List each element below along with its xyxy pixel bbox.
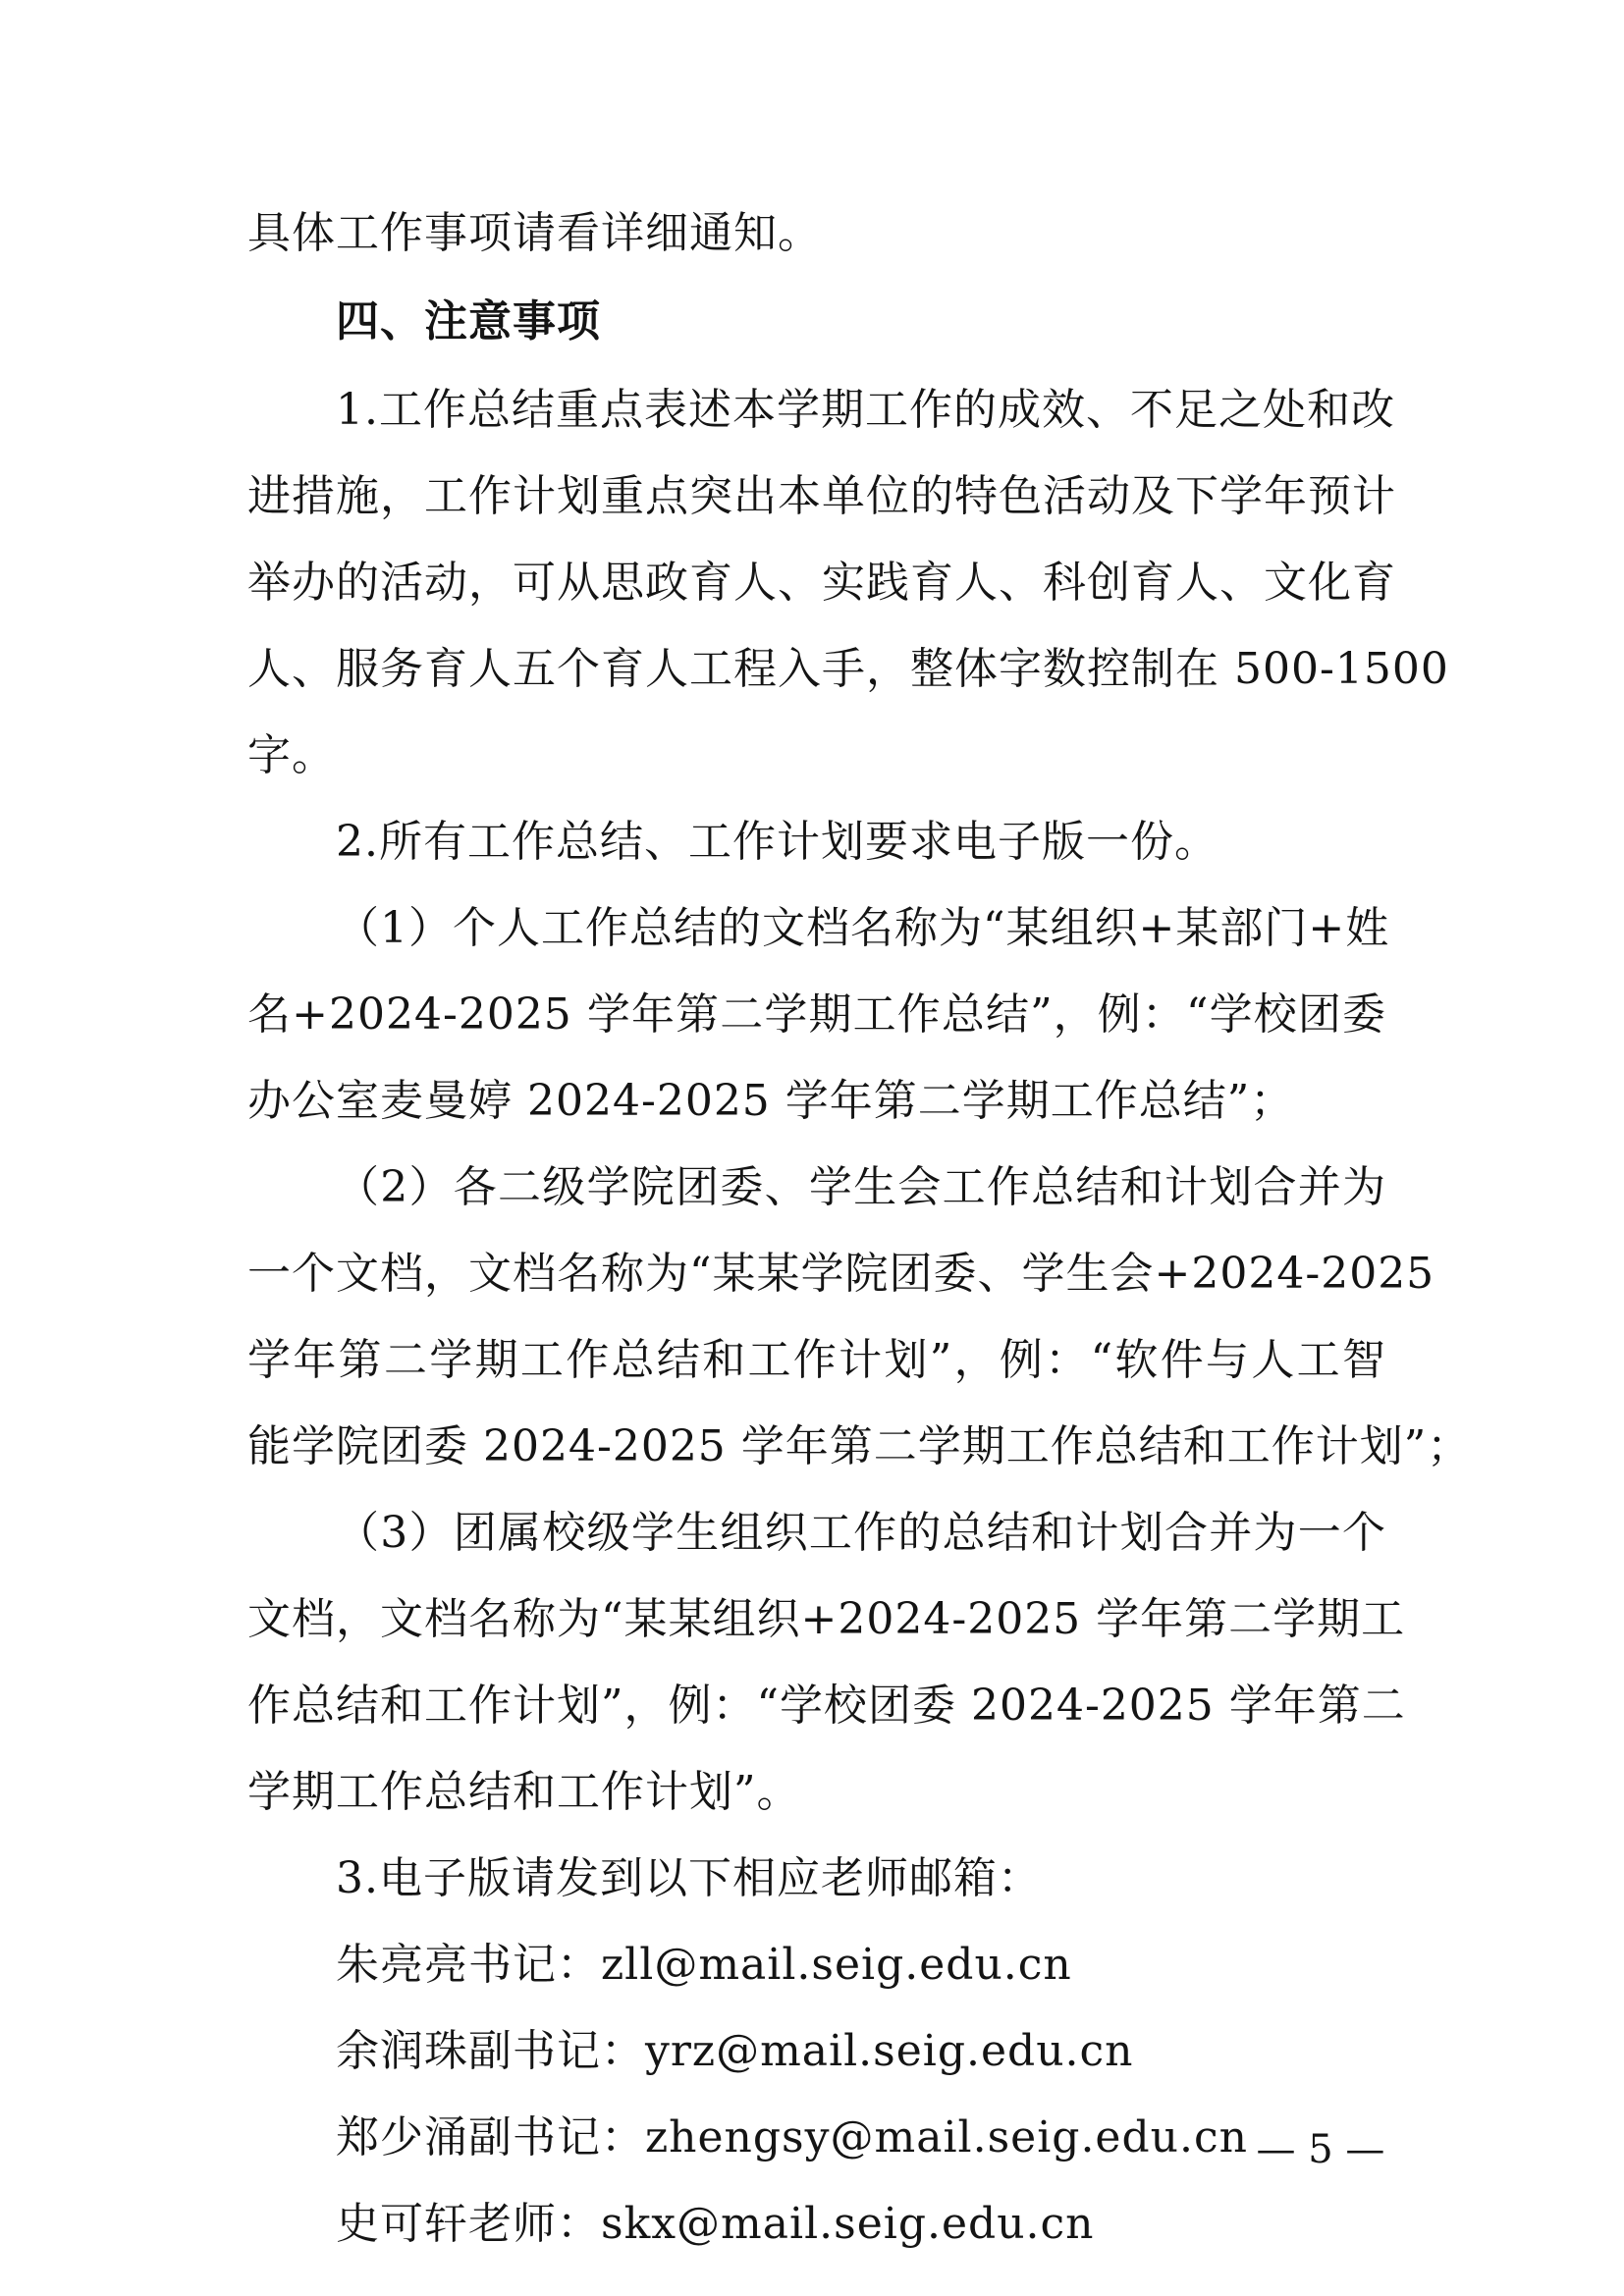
text-line: 具体工作事项请看详细通知。 <box>247 208 822 258</box>
paragraph-line: 一个文档，文档名称为“某某学院团委、学生会+2024-2025 <box>247 1249 1435 1299</box>
paragraph-line: 作总结和工作计划”，例：“学校团委 2024-2025 学年第二 <box>247 1681 1406 1731</box>
paragraph-line: （3）团属校级学生组织工作的总结和计划合并为一个 <box>336 1508 1386 1558</box>
paragraph-line: 学期工作总结和工作计划”。 <box>247 1767 801 1817</box>
paragraph-line: 办公室麦曼婷 2024-2025 学年第二学期工作总结”； <box>247 1076 1295 1126</box>
paragraph-line: （2）各二级学院团委、学生会工作总结和计划合并为 <box>336 1162 1386 1212</box>
paragraph-line: 人、服务育人五个育人工程入手，整体字数控制在 500-1500 <box>247 644 1449 694</box>
email-contact-line: 郑少涌副书记：zhengsy@mail.seig.edu.cn <box>336 2112 1248 2163</box>
section-heading: 四、注意事项 <box>336 296 601 347</box>
paragraph-line: 学年第二学期工作总结和工作计划”，例：“软件与人工智 <box>247 1335 1386 1385</box>
paragraph-line: 文档，文档名称为“某某组织+2024-2025 学年第二学期工 <box>247 1594 1406 1644</box>
email-contact-line: 史可轩老师：skx@mail.seig.edu.cn <box>336 2199 1095 2249</box>
paragraph-line: 字。 <box>247 730 336 780</box>
paragraph-line: 能学院团委 2024-2025 学年第二学期工作总结和工作计划”； <box>247 1421 1472 1471</box>
paragraph-line: 名+2024-2025 学年第二学期工作总结”，例：“学校团委 <box>247 989 1386 1040</box>
paragraph-line: 1.工作总结重点表述本学期工作的成效、不足之处和改 <box>336 385 1395 435</box>
paragraph-line: 进措施，工作计划重点突出本单位的特色活动及下学年预计 <box>247 471 1396 521</box>
page-number: — 5 — <box>1256 2127 1385 2172</box>
paragraph-line: （1）个人工作总结的文档名称为“某组织+某部门+姓 <box>336 903 1390 953</box>
email-contact-line: 余润珠副书记：yrz@mail.seig.edu.cn <box>336 2026 1134 2076</box>
paragraph-line: 2.所有工作总结、工作计划要求电子版一份。 <box>336 817 1218 867</box>
paragraph-line: 举办的活动，可从思政育人、实践育人、科创育人、文化育 <box>247 558 1396 608</box>
email-contact-line: 朱亮亮书记：zll@mail.seig.edu.cn <box>336 1940 1072 1990</box>
paragraph-line: 3.电子版请发到以下相应老师邮箱： <box>336 1853 1042 1903</box>
